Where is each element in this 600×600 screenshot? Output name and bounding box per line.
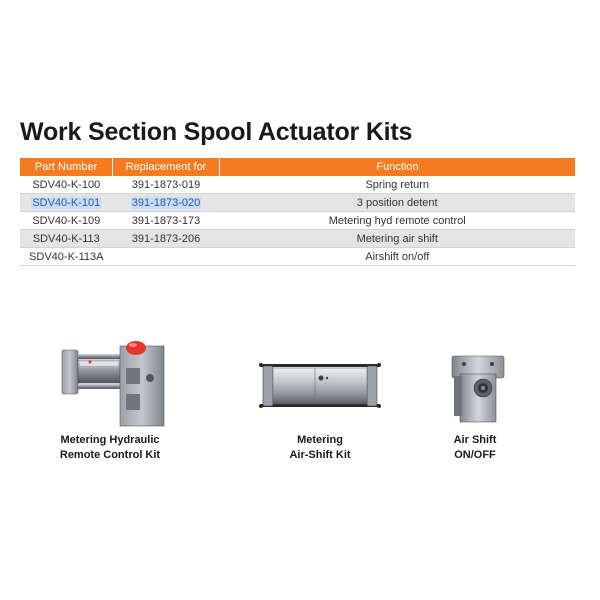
air-shift-block-photo [430,338,520,428]
kit-label: Metering Hydraulic Remote Control Kit [59,434,161,461]
table-row [20,212,575,230]
cell-replacement: 391-1873-206 [113,230,220,248]
table-row [20,194,575,212]
kit-metering-hydraulic [50,338,170,463]
cell-part-number: SDV40-K-100 [20,176,113,194]
cell-part-number: SDV40-K-109 [20,212,113,230]
cell-function: Metering hyd remote control [220,212,576,230]
hydraulic-actuator-photo [50,338,170,428]
page-title: Work Section Spool Actuator Kits [20,118,413,146]
table-row [20,248,575,266]
cell-replacement[interactable]: 391-1873-020 [131,196,201,209]
table-row [20,176,575,194]
air-shift-cylinder-photo [255,338,385,428]
cell-function: Spring return [220,176,576,194]
cell-replacement: 391-1873-019 [113,176,220,194]
cell-part-number: SDV40-K-113 [20,230,113,248]
kit-label: Metering Air-Shift Kit [289,434,351,461]
cell-part-number[interactable]: SDV40-K-101 [32,196,101,209]
cell-replacement: 391-1873-173 [113,212,220,230]
header-part-number: Part Number [20,158,113,176]
table-row [20,230,575,248]
actuator-kits-table [20,158,575,266]
header-function: Function [220,158,576,176]
kit-metering-air-shift [255,338,385,463]
cell-part-number: SDV40-K-113A [20,248,113,266]
header-replacement-for: Replacement for [113,158,220,176]
table-header-row [20,158,575,176]
cell-replacement [113,248,220,266]
cell-function: 3 position detent [220,194,576,212]
cell-function: Airshift on/off [220,248,576,266]
kit-label: Air Shift ON/OFF [453,434,497,461]
kit-air-shift-on-off [430,338,520,463]
cell-function: Metering air shift [220,230,576,248]
